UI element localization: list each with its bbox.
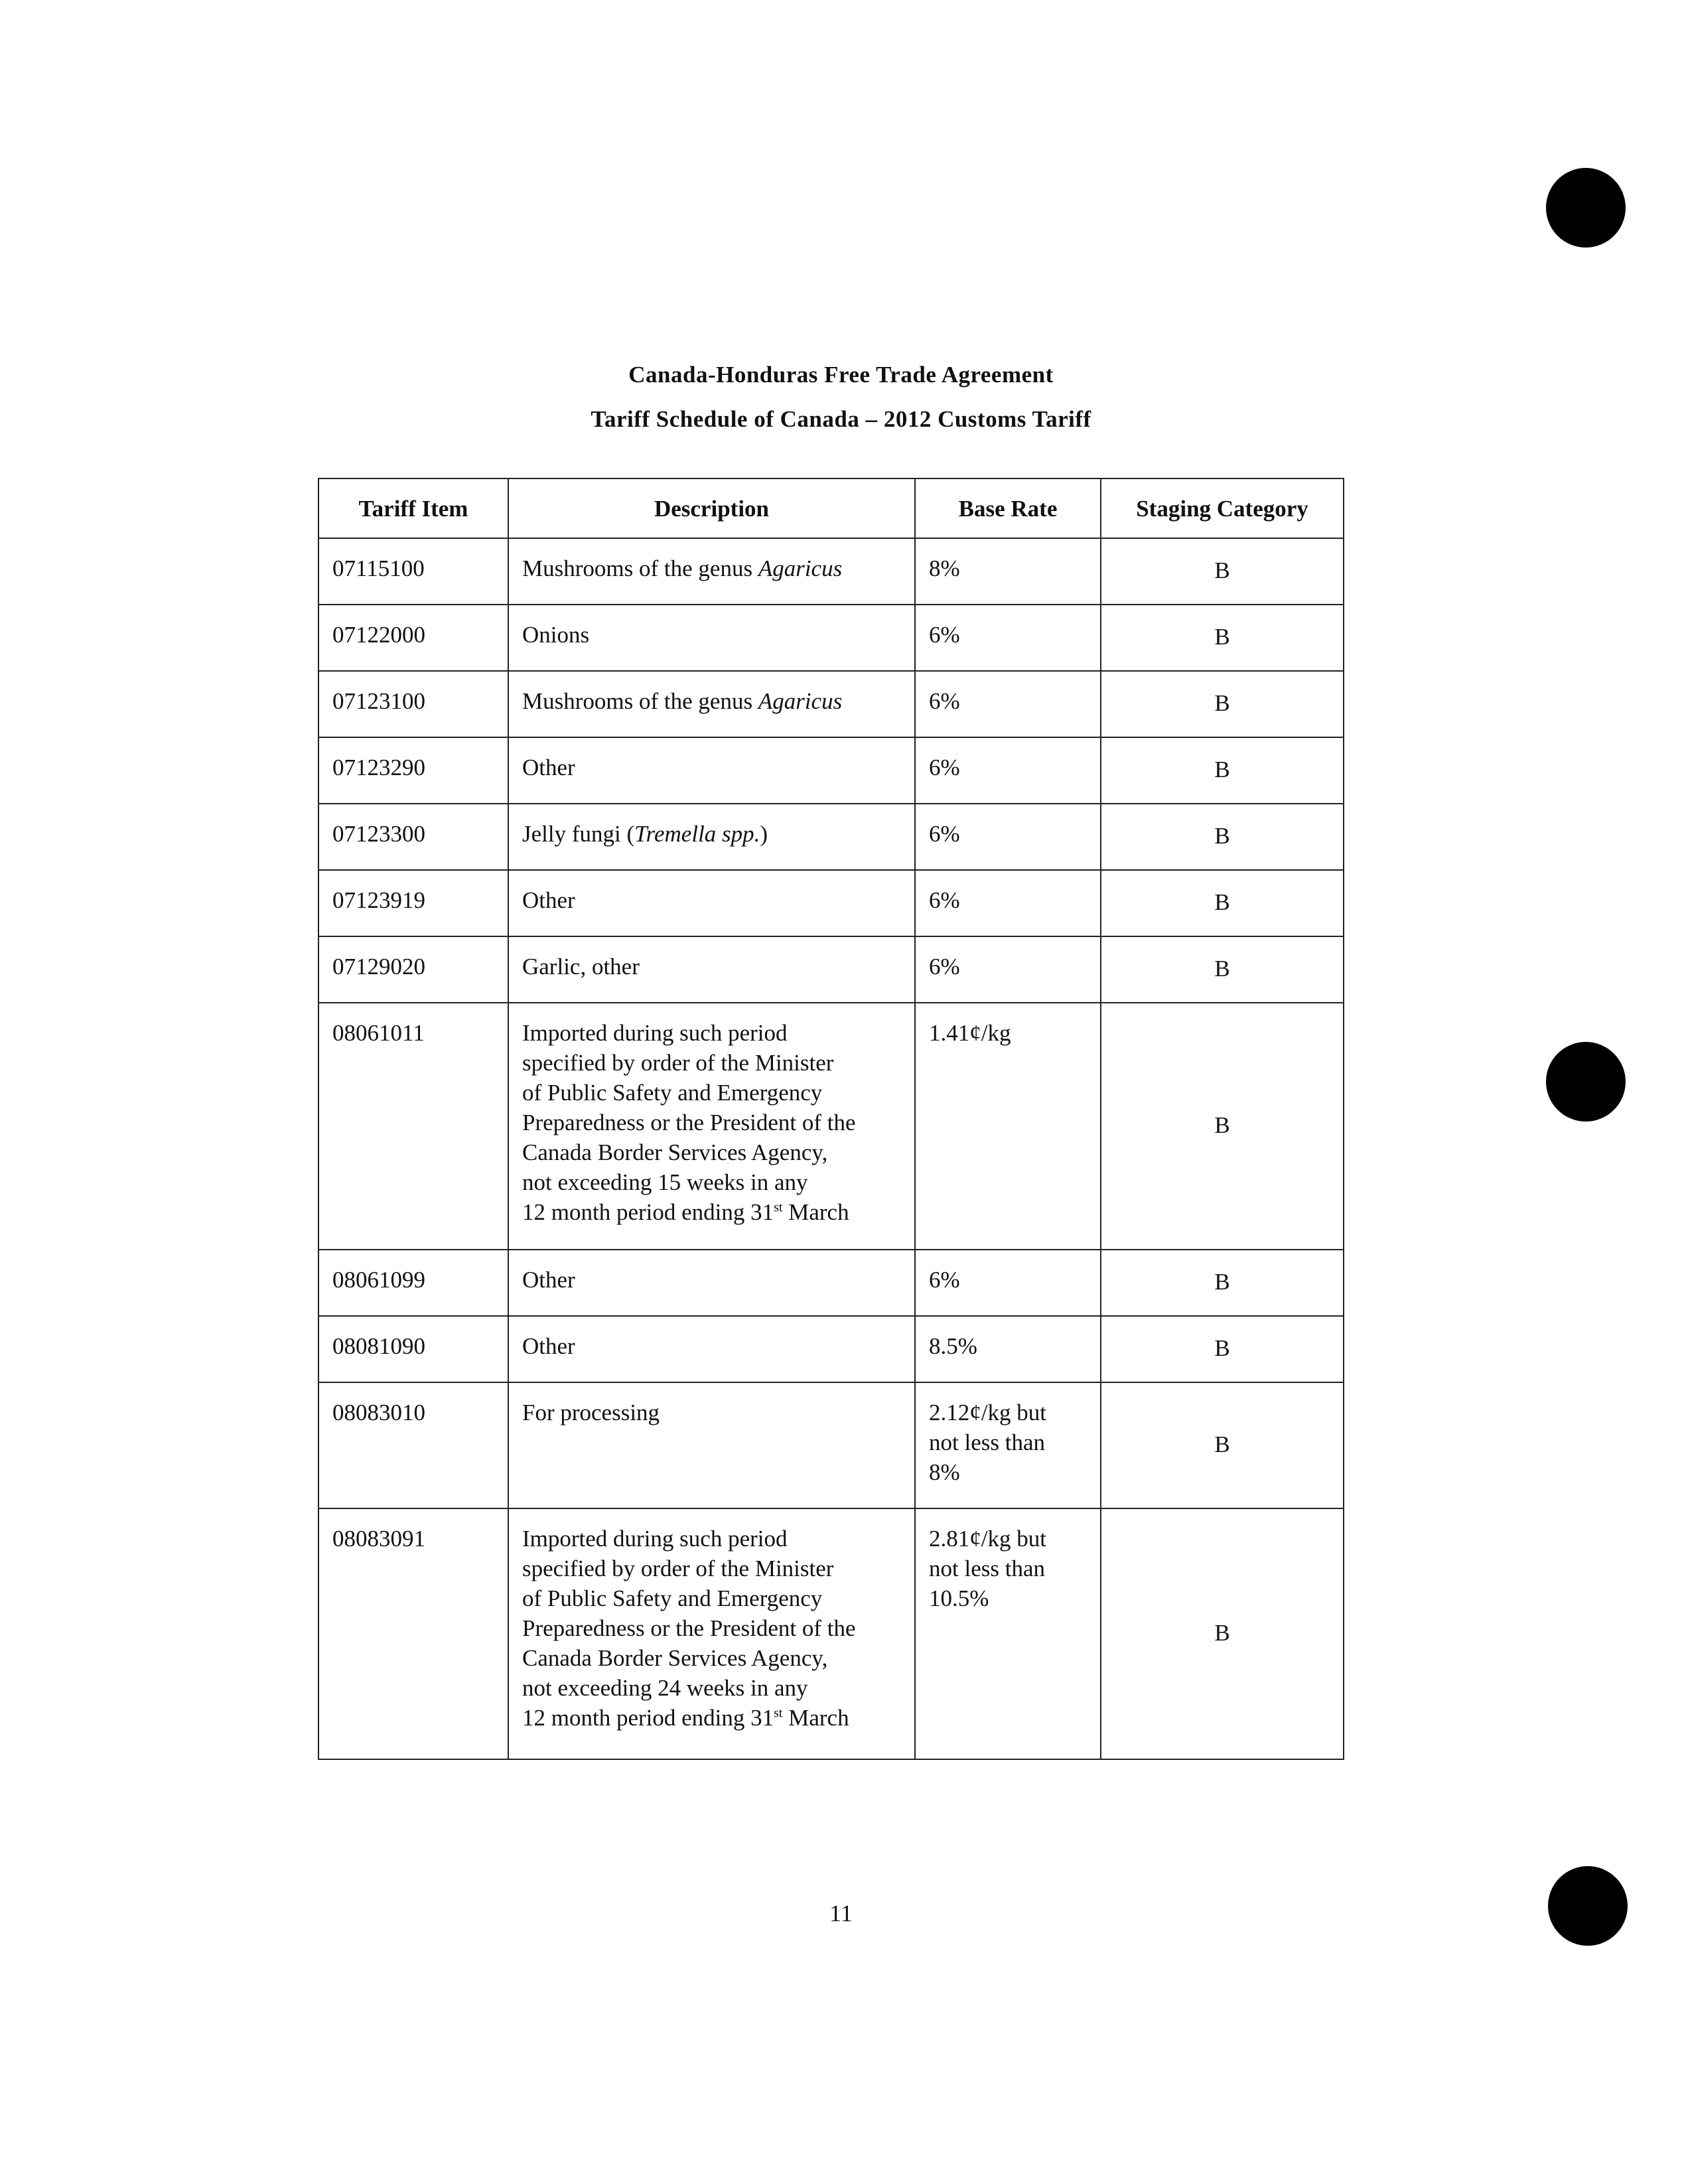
base-rate-cell: 6% — [915, 936, 1101, 1003]
staging-category-cell: B — [1101, 671, 1344, 737]
header-tariff-item: Tariff Item — [318, 478, 508, 538]
staging-category-cell: B — [1101, 1250, 1344, 1316]
tariff-item-cell: 08061011 — [318, 1003, 508, 1250]
tariff-item-cell: 07122000 — [318, 605, 508, 671]
table-row — [318, 1382, 1344, 1508]
staging-category-cell: B — [1101, 538, 1344, 605]
base-rate-cell: 6% — [915, 605, 1101, 671]
tariff-item-cell: 08081090 — [318, 1316, 508, 1382]
description-cell: Imported during such period specified by order of the Minister of Public Safety and Emergency Preparedness or the President of the Canada Border Services Agency, not exceeding 15 weeks in any 12 month period ending 31st March — [508, 1003, 915, 1250]
header-description: Description — [508, 478, 915, 538]
table-row — [318, 804, 1344, 870]
tariff-item-cell: 08083091 — [318, 1508, 508, 1759]
description-cell: Imported during such period specified by order of the Minister of Public Safety and Emergency Preparedness or the President of the Canada Border Services Agency, not exceeding 24 weeks in any 12 month period ending 31st March — [508, 1508, 915, 1759]
tariff-item-cell: 07123919 — [318, 870, 508, 936]
tariff-item-cell: 08083010 — [318, 1382, 508, 1508]
tariff-item-cell: 07123290 — [318, 737, 508, 804]
base-rate-cell: 8% — [915, 538, 1101, 605]
staging-category-cell: B — [1101, 804, 1344, 870]
table-row — [318, 1316, 1344, 1382]
description-cell: Onions — [508, 605, 915, 671]
tariff-item-cell: 07115100 — [318, 538, 508, 605]
table-row — [318, 605, 1344, 671]
table-row — [318, 737, 1344, 804]
header-staging-category: Staging Category — [1101, 478, 1344, 538]
base-rate-cell: 2.12¢/kg but not less than 8% — [915, 1382, 1101, 1508]
document-title: Canada-Honduras Free Trade Agreement — [628, 362, 1054, 388]
page-number: 11 — [829, 1900, 853, 1927]
header-base-rate: Base Rate — [915, 478, 1101, 538]
description-cell: Other — [508, 737, 915, 804]
staging-category-cell: B — [1101, 1316, 1344, 1382]
base-rate-cell: 6% — [915, 671, 1101, 737]
description-cell: Jelly fungi (Tremella spp.) — [508, 804, 915, 870]
tariff-item-cell: 07123300 — [318, 804, 508, 870]
tariff-item-cell: 07129020 — [318, 936, 508, 1003]
base-rate-cell: 6% — [915, 1250, 1101, 1316]
punch-hole-middle — [1546, 1042, 1626, 1122]
staging-category-cell: B — [1101, 737, 1344, 804]
punch-hole-top — [1546, 168, 1626, 248]
base-rate-cell: 6% — [915, 804, 1101, 870]
tariff-item-cell: 07123100 — [318, 671, 508, 737]
description-cell: Mushrooms of the genus Agaricus — [508, 671, 915, 737]
description-cell: Other — [508, 1250, 915, 1316]
document-subtitle: Tariff Schedule of Canada – 2012 Customs Tariff — [591, 406, 1091, 432]
staging-category-cell: B — [1101, 605, 1344, 671]
table-row — [318, 1003, 1344, 1250]
tariff-table — [318, 478, 1344, 1760]
staging-category-cell: B — [1101, 1508, 1344, 1759]
table-row — [318, 936, 1344, 1003]
base-rate-cell: 1.41¢/kg — [915, 1003, 1101, 1250]
staging-category-cell: B — [1101, 1003, 1344, 1250]
table-row — [318, 671, 1344, 737]
table-row — [318, 538, 1344, 605]
table-row — [318, 1250, 1344, 1316]
description-cell: Garlic, other — [508, 936, 915, 1003]
staging-category-cell: B — [1101, 1382, 1344, 1508]
staging-category-cell: B — [1101, 870, 1344, 936]
table-row — [318, 870, 1344, 936]
description-cell: For processing — [508, 1382, 915, 1508]
staging-category-cell: B — [1101, 936, 1344, 1003]
table-header-row — [318, 478, 1344, 538]
base-rate-cell: 6% — [915, 737, 1101, 804]
description-cell: Other — [508, 1316, 915, 1382]
description-cell: Other — [508, 870, 915, 936]
description-cell: Mushrooms of the genus Agaricus — [508, 538, 915, 605]
table-row — [318, 1508, 1344, 1759]
base-rate-cell: 8.5% — [915, 1316, 1101, 1382]
tariff-item-cell: 08061099 — [318, 1250, 508, 1316]
base-rate-cell: 6% — [915, 870, 1101, 936]
base-rate-cell: 2.81¢/kg but not less than 10.5% — [915, 1508, 1101, 1759]
